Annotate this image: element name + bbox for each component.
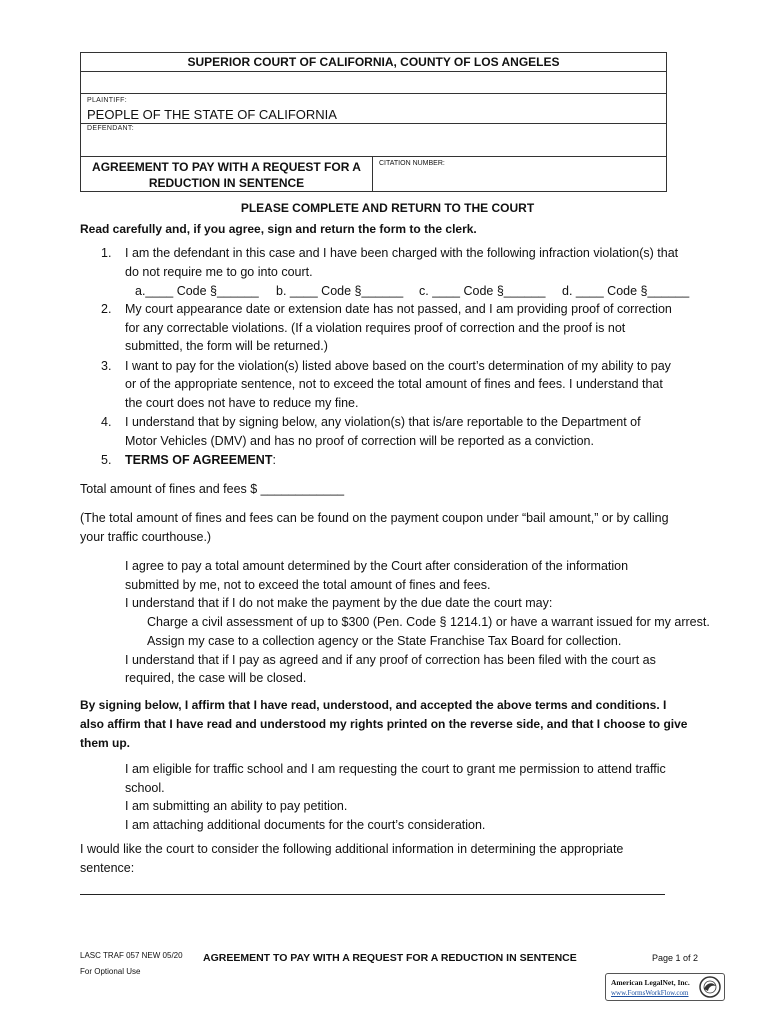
instructions-heading: PLEASE COMPLETE AND RETURN TO THE COURT — [240, 201, 535, 215]
agree-total-option[interactable]: I agree to pay a total amount determined by the Court after consideration of the information — [125, 559, 629, 573]
item-3-line-3: the court does not have to reduce my fine. — [125, 396, 359, 410]
affirm-line-1: By signing below, I affirm that I have read, understood, and accepted the above terms and conditions. I — [80, 698, 667, 712]
item-1-number: 1. — [101, 246, 112, 260]
ability-to-pay-option[interactable]: I am submitting an ability to pay petition. — [125, 799, 348, 813]
instructions-lead: Read carefully and, if you agree, sign and return the form to the clerk. — [80, 222, 477, 236]
item-2-line-3: submitted, the form will be returned.) — [125, 339, 328, 353]
item-2-line-1: My court appearance date or extension date has not passed, and I am providing proof of correction — [125, 302, 672, 316]
additional-info-line-1: I would like the court to consider the following additional information in determining the appropriate — [80, 842, 624, 856]
terms-colon: : — [272, 453, 276, 467]
terms-heading — [125, 451, 276, 469]
item-2-line-2: for any correctable violations. (If a violation requires proof of correction and the proof is not — [125, 321, 626, 335]
item-3-line-2: or of the appropriate sentence, not to exceed the total amount of fines and fees. I understand that — [125, 377, 663, 391]
item-5-number: 5. — [101, 453, 112, 467]
affirm-line-2: also affirm that I have read and understood my rights printed on the reverse side, and that I choose to give — [80, 717, 688, 731]
civil-assessment-item: Charge a civil assessment of up to $300 (Pen. Code § 1214.1) or have a warrant issued for my arrest. — [147, 615, 710, 629]
traffic-school-option[interactable]: I am eligible for traffic school and I am requesting the court to grant me permission to attend traffic — [125, 762, 666, 776]
additional-docs-option[interactable]: I am attaching additional documents for the court’s consideration. — [125, 818, 486, 832]
footer-title: AGREEMENT TO PAY WITH A REQUEST FOR A REDUCTION IN SENTENCE — [203, 952, 577, 964]
item-2-number: 2. — [101, 302, 112, 316]
traffic-school-option-cont: school. — [125, 781, 165, 795]
form-title — [81, 157, 373, 192]
item-1-line-1: I am the defendant in this case and I have been charged with the following infraction violation(s) that — [125, 246, 679, 260]
case-closed-line-1: I understand that if I pay as agreed and if any proof of correction has been filed with the court as — [125, 653, 656, 667]
note-line-2: your traffic courthouse.) — [80, 530, 212, 544]
code-field-c[interactable]: c. ____ Code §______ — [419, 284, 546, 298]
optional-use: For Optional Use — [80, 967, 141, 976]
note-line-1: (The total amount of fines and fees can be found on the payment coupon under “bail amount,” or by calling — [80, 511, 669, 525]
nonpayment-heading: I understand that if I do not make the payment by the due date the court may: — [125, 596, 553, 610]
additional-info-field[interactable] — [80, 894, 665, 895]
affirm-line-3: them up. — [80, 736, 130, 750]
additional-info-line-2: sentence: — [80, 861, 135, 875]
plaintiff-label: PLAINTIFF: — [87, 97, 127, 104]
caption-box — [80, 52, 667, 192]
code-field-b[interactable]: b. ____ Code §______ — [276, 284, 404, 298]
defendant-label: DEFENDANT: — [87, 125, 134, 132]
court-name: SUPERIOR COURT OF CALIFORNIA, COUNTY OF LOS ANGELES — [81, 53, 666, 72]
form-id: LASC TRAF 057 NEW 05/20 — [80, 951, 183, 960]
form-title-line2: REDUCTION IN SENTENCE — [148, 176, 305, 190]
publisher-url[interactable]: www.FormsWorkFlow.com — [611, 989, 689, 997]
item-4-line-2: Motor Vehicles (DMV) and has no proof of correction will be reported as a conviction. — [125, 434, 594, 448]
code-field-a[interactable]: a.____ Code §______ — [135, 284, 259, 298]
code-field-d[interactable]: d. ____ Code §______ — [562, 284, 690, 298]
collection-agency-item: Assign my case to a collection agency or the State Franchise Tax Board for collection. — [147, 634, 622, 648]
total-amount-field[interactable]: Total amount of fines and fees $ ____________ — [80, 482, 345, 496]
plaintiff-row — [81, 94, 666, 124]
plaintiff-name: PEOPLE OF THE STATE OF CALIFORNIA — [87, 107, 337, 122]
item-4-number: 4. — [101, 415, 112, 429]
page-number: Page 1 of 2 — [652, 953, 699, 963]
item-1-line-2: do not require me to go into court. — [125, 265, 313, 279]
citation-number-field[interactable]: CITATION NUMBER: — [379, 160, 445, 167]
agree-total-option-cont: submitted by me, not to exceed the total amount of fines and fees. — [125, 578, 491, 592]
case-closed-line-2: required, the case will be closed. — [125, 671, 307, 685]
terms-label: TERMS OF AGREEMENT — [125, 453, 273, 467]
item-4-line-1: I understand that by signing below, any violation(s) that is/are reportable to the Department of — [125, 415, 641, 429]
form-title-line1: AGREEMENT TO PAY WITH A REQUEST FOR A — [92, 160, 361, 174]
item-3-line-1: I want to pay for the violation(s) listed above based on the court’s determination of my ability to pay — [125, 359, 671, 373]
defendant-row[interactable] — [81, 124, 666, 157]
seal-icon — [699, 976, 721, 998]
item-3-number: 3. — [101, 359, 112, 373]
publisher-logo — [605, 973, 725, 1001]
blank-row — [81, 72, 666, 94]
publisher-name: American LegalNet, Inc. — [611, 978, 690, 987]
